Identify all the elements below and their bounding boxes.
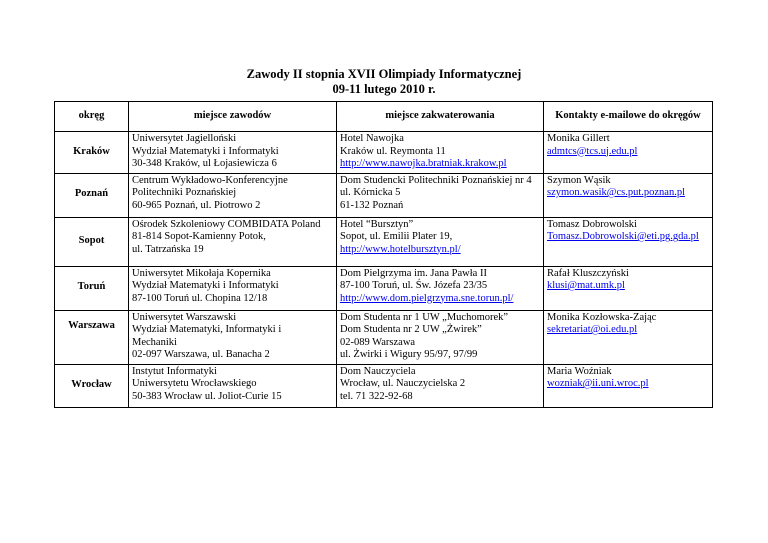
table-row bbox=[55, 364, 713, 407]
table-row bbox=[55, 217, 713, 266]
venue-line: Mechaniki bbox=[132, 336, 177, 348]
venue-line: Uniwersytet Jagielloński bbox=[132, 133, 237, 144]
accommodation-line: ul. Kórnicka 5 bbox=[340, 187, 401, 198]
contact-name: Tomasz Dobrowolski bbox=[547, 218, 637, 230]
district-cell: Wrocław bbox=[55, 364, 129, 407]
accommodation-line: Dom Studenta nr 1 UW „Muchomorek” bbox=[340, 311, 509, 323]
venue-line: 81-814 Sopot-Kamienny Potok, bbox=[132, 231, 266, 242]
table-row bbox=[55, 132, 713, 174]
venue-cell bbox=[129, 217, 337, 266]
venue-line: 02-097 Warszawa, ul. Banacha 2 bbox=[132, 349, 270, 360]
venue-line: Wydział Matematyki i Informatyki bbox=[132, 145, 279, 157]
table-row bbox=[55, 266, 713, 310]
venue-line: 87-100 Toruń ul. Chopina 12/18 bbox=[132, 292, 268, 304]
accommodation-line: Sopot, ul. Emilii Plater 19, bbox=[340, 231, 453, 242]
venue-line: Uniwersytetu Wrocławskiego bbox=[132, 378, 257, 389]
accommodation-line: 87-100 Toruń, ul. Św. Józefa 23/35 bbox=[340, 280, 488, 291]
venue-cell bbox=[129, 364, 337, 407]
accommodation-line: Dom Studenta nr 2 UW „Żwirek” bbox=[340, 324, 482, 335]
accommodation-line: 02-089 Warszawa bbox=[340, 336, 416, 348]
venue-line: Politechniki Poznańskiej bbox=[132, 187, 237, 198]
contact-email-link[interactable]: klusi@mat.umk.pl bbox=[547, 280, 625, 291]
district-cell: Poznań bbox=[55, 173, 129, 217]
venue-cell bbox=[129, 173, 337, 217]
header-contact: Kontakty e-mailowe do okręgów bbox=[544, 102, 713, 132]
contact-cell bbox=[544, 266, 713, 310]
accommodation-cell bbox=[337, 364, 544, 407]
header-row bbox=[55, 102, 713, 132]
contact-cell bbox=[544, 364, 713, 407]
contact-name: Monika Gillert bbox=[547, 133, 610, 144]
accommodation-cell bbox=[337, 266, 544, 310]
schedule-table bbox=[54, 101, 713, 408]
contact-cell bbox=[544, 310, 713, 364]
district-cell: Warszawa bbox=[55, 310, 129, 364]
accommodation-line: Kraków ul. Reymonta 11 bbox=[340, 145, 446, 157]
contact-name: Rafał Kluszczyński bbox=[547, 267, 629, 279]
document-title bbox=[0, 67, 768, 97]
accommodation-line: Hotel “Bursztyn” bbox=[340, 218, 414, 230]
venue-line: 50-383 Wrocław ul. Joliot-Curie 15 bbox=[132, 390, 282, 402]
header-venue: miejsce zawodów bbox=[129, 102, 337, 132]
contact-email-link[interactable]: wozniak@ii.uni.wroc.pl bbox=[547, 378, 649, 389]
venue-line: Ośrodek Szkoleniowy COMBIDATA Poland bbox=[132, 218, 321, 230]
contact-email-link[interactable]: sekretariat@oi.edu.pl bbox=[547, 324, 638, 335]
accommodation-line: Dom Studencki Politechniki Poznańskiej nr 4 bbox=[340, 174, 532, 186]
accommodation-cell bbox=[337, 173, 544, 217]
district-cell: Sopot bbox=[55, 217, 129, 266]
accommodation-line: 61-132 Poznań bbox=[340, 199, 404, 211]
accommodation-line: Dom Nauczyciela bbox=[340, 365, 416, 377]
accommodation-cell bbox=[337, 310, 544, 364]
header-district: okręg bbox=[55, 102, 129, 132]
accommodation-link[interactable]: http://www.hotelbursztyn.pl/ bbox=[340, 243, 461, 255]
title-line-2: 09-11 lutego 2010 r. bbox=[332, 82, 436, 96]
venue-line: Uniwersytet Warszawski bbox=[132, 311, 237, 323]
contact-name: Szymon Wąsik bbox=[547, 174, 611, 186]
accommodation-cell bbox=[337, 217, 544, 266]
venue-line: Uniwersytet Mikołaja Kopernika bbox=[132, 267, 271, 279]
contact-name: Monika Kozłowska-Zając bbox=[547, 311, 657, 323]
district-cell: Kraków bbox=[55, 132, 129, 174]
title-line-1: Zawody II stopnia XVII Olimpiady Informatycznej bbox=[246, 67, 522, 81]
contact-cell bbox=[544, 217, 713, 266]
accommodation-line: ul. Żwirki i Wigury 95/97, 97/99 bbox=[340, 349, 478, 360]
contact-email-link[interactable]: Tomasz.Dobrowolski@eti.pg.gda.pl bbox=[547, 231, 699, 242]
venue-line: 30-348 Kraków, ul Łojasiewicza 6 bbox=[132, 158, 277, 169]
contact-email-link[interactable]: szymon.wasik@cs.put.poznan.pl bbox=[547, 187, 685, 198]
venue-line: 60-965 Poznań, ul. Piotrowo 2 bbox=[132, 199, 261, 211]
contact-email-link[interactable]: admtcs@tcs.uj.edu.pl bbox=[547, 145, 638, 157]
accommodation-line: Hotel Nawojka bbox=[340, 133, 404, 144]
venue-line: Wydział Matematyki i Informatyki bbox=[132, 280, 279, 291]
table-body bbox=[55, 132, 713, 408]
venue-line: Instytut Informatyki bbox=[132, 365, 217, 377]
venue-cell bbox=[129, 310, 337, 364]
district-cell: Toruń bbox=[55, 266, 129, 310]
accommodation-link[interactable]: http://www.nawojka.bratniak.krakow.pl bbox=[340, 158, 507, 169]
accommodation-link[interactable]: http://www.dom.pielgrzyma.sne.torun.pl/ bbox=[340, 292, 514, 304]
contact-name: Maria Woźniak bbox=[547, 365, 612, 377]
venue-line: ul. Tatrzańska 19 bbox=[132, 243, 204, 255]
venue-line: Centrum Wykładowo-Konferencyjne bbox=[132, 174, 288, 186]
venue-cell bbox=[129, 266, 337, 310]
venue-cell bbox=[129, 132, 337, 174]
accommodation-line: Dom Pielgrzyma im. Jana Pawła II bbox=[340, 267, 487, 279]
table-row bbox=[55, 310, 713, 364]
accommodation-line: tel. 71 322-92-68 bbox=[340, 390, 413, 402]
table-row bbox=[55, 173, 713, 217]
contact-cell bbox=[544, 173, 713, 217]
accommodation-line: Wrocław, ul. Nauczycielska 2 bbox=[340, 378, 466, 389]
contact-cell bbox=[544, 132, 713, 174]
venue-line: Wydział Matematyki, Informatyki i bbox=[132, 324, 282, 335]
header-accommodation: miejsce zakwaterowania bbox=[337, 102, 544, 132]
accommodation-cell bbox=[337, 132, 544, 174]
